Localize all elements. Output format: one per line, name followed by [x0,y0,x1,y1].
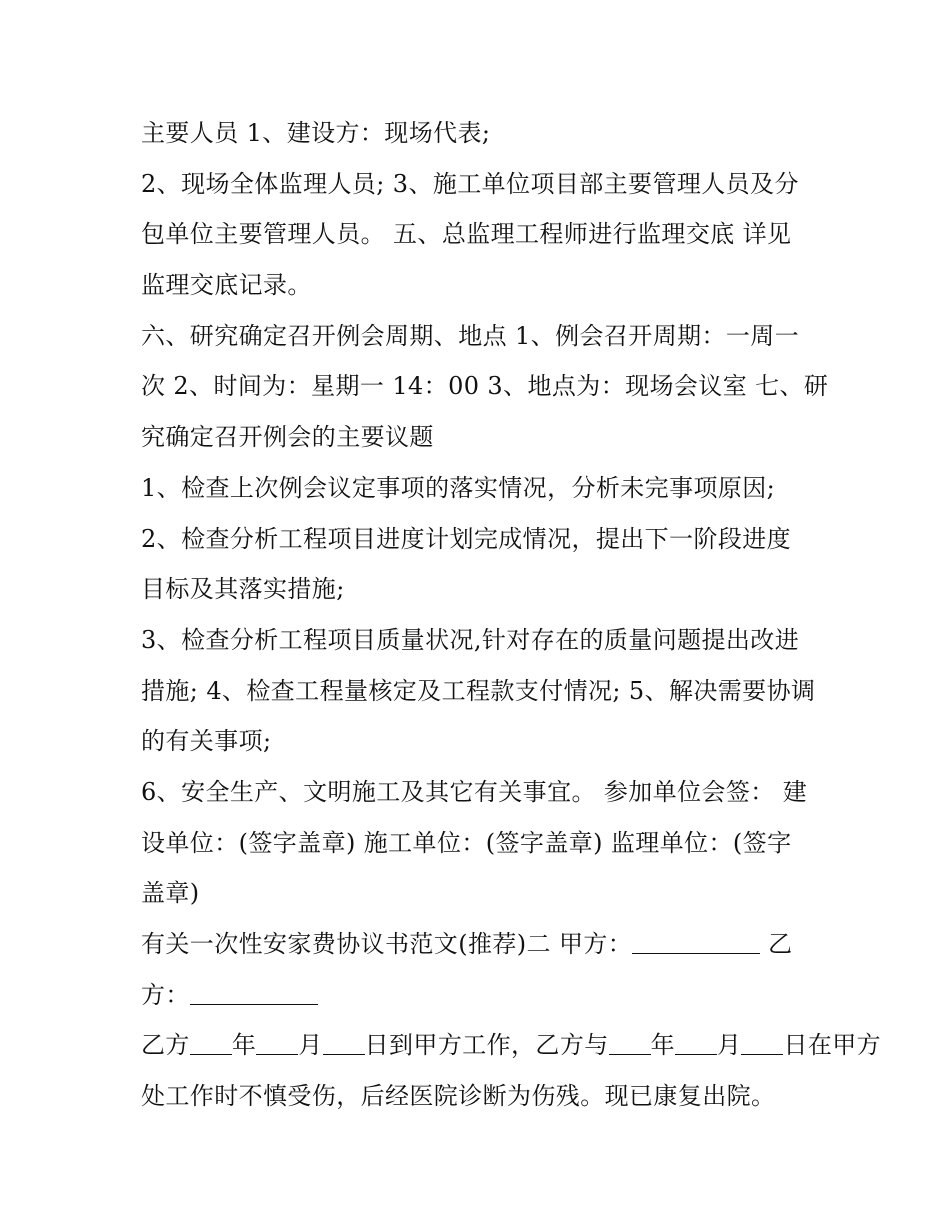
month-blank [675,1030,717,1055]
year-blank [609,1030,651,1055]
date-text: 月 [298,1031,323,1060]
day-blank [741,1030,783,1055]
agreement-title-line [141,919,816,970]
day-blank [323,1030,365,1055]
party-b-blank [190,980,318,1005]
date-text: 乙方 [141,1031,190,1060]
date-text: 年 [650,1031,676,1060]
party-a-blank [632,929,760,954]
text-line: 的有关事项; [141,727,272,756]
text-line: 目标及其落实措施; [141,575,345,604]
text-line: 包单位主要管理人员。 五、总监理工程师进行监理交底 详见 [141,220,792,249]
date-text: 年 [231,1031,257,1060]
text-line: 处工作时不慎受伤，后经医院诊断为伤残。现已康复出院。 [141,1082,776,1111]
date-text: 日到甲方工作，乙方与 [364,1031,609,1060]
party-b-label-start: 乙 [760,930,793,958]
party-b-label-end: 方： [141,980,190,1009]
text-line: 措施; 4、检查工程量核定及工程款支付情况; 5、解决需要协调 [141,676,816,705]
text-line: 6、安全生产、文明施工及其它有关事宜。 参加单位会签： 建 [141,777,808,806]
date-text: 月 [717,1031,742,1060]
text-line: 2、现场全体监理人员; 3、施工单位项目部主要管理人员及分 [141,169,799,198]
text-line: 次 2、时间为：星期一 14：00 3、地点为：现场会议室 七、研 [141,372,829,401]
document-body [141,108,882,1122]
text-line: 3、检查分析工程项目质量状况,针对存在的质量问题提出改进 [141,625,800,654]
text-line: 监理交底记录。 [141,271,312,300]
year-blank [190,1030,232,1055]
date-text: 日在甲方 [783,1031,882,1060]
text-line: 设单位：(签字盖章) 施工单位：(签字盖章) 监理单位：(签字 [141,828,792,857]
agreement-title-text: 有关一次性安家费协议书范文(推荐)二 甲方： [141,930,633,958]
month-blank [256,1030,298,1055]
text-line: 六、研究确定召开例会周期、地点 1、例会召开周期：一周一 [141,321,800,350]
text-line: 究确定召开例会的主要议题 [141,423,434,452]
text-line: 1、检查上次例会议定事项的落实情况，分析未完事项原因; [141,473,776,502]
text-line: 盖章) [141,879,200,908]
party-b-line [141,970,816,1021]
text-line: 2、检查分析工程项目进度计划完成情况，提出下一阶段进度 [141,524,792,553]
date-line [141,1020,882,1071]
text-line: 主要人员 1、建设方：现场代表; [141,119,491,147]
